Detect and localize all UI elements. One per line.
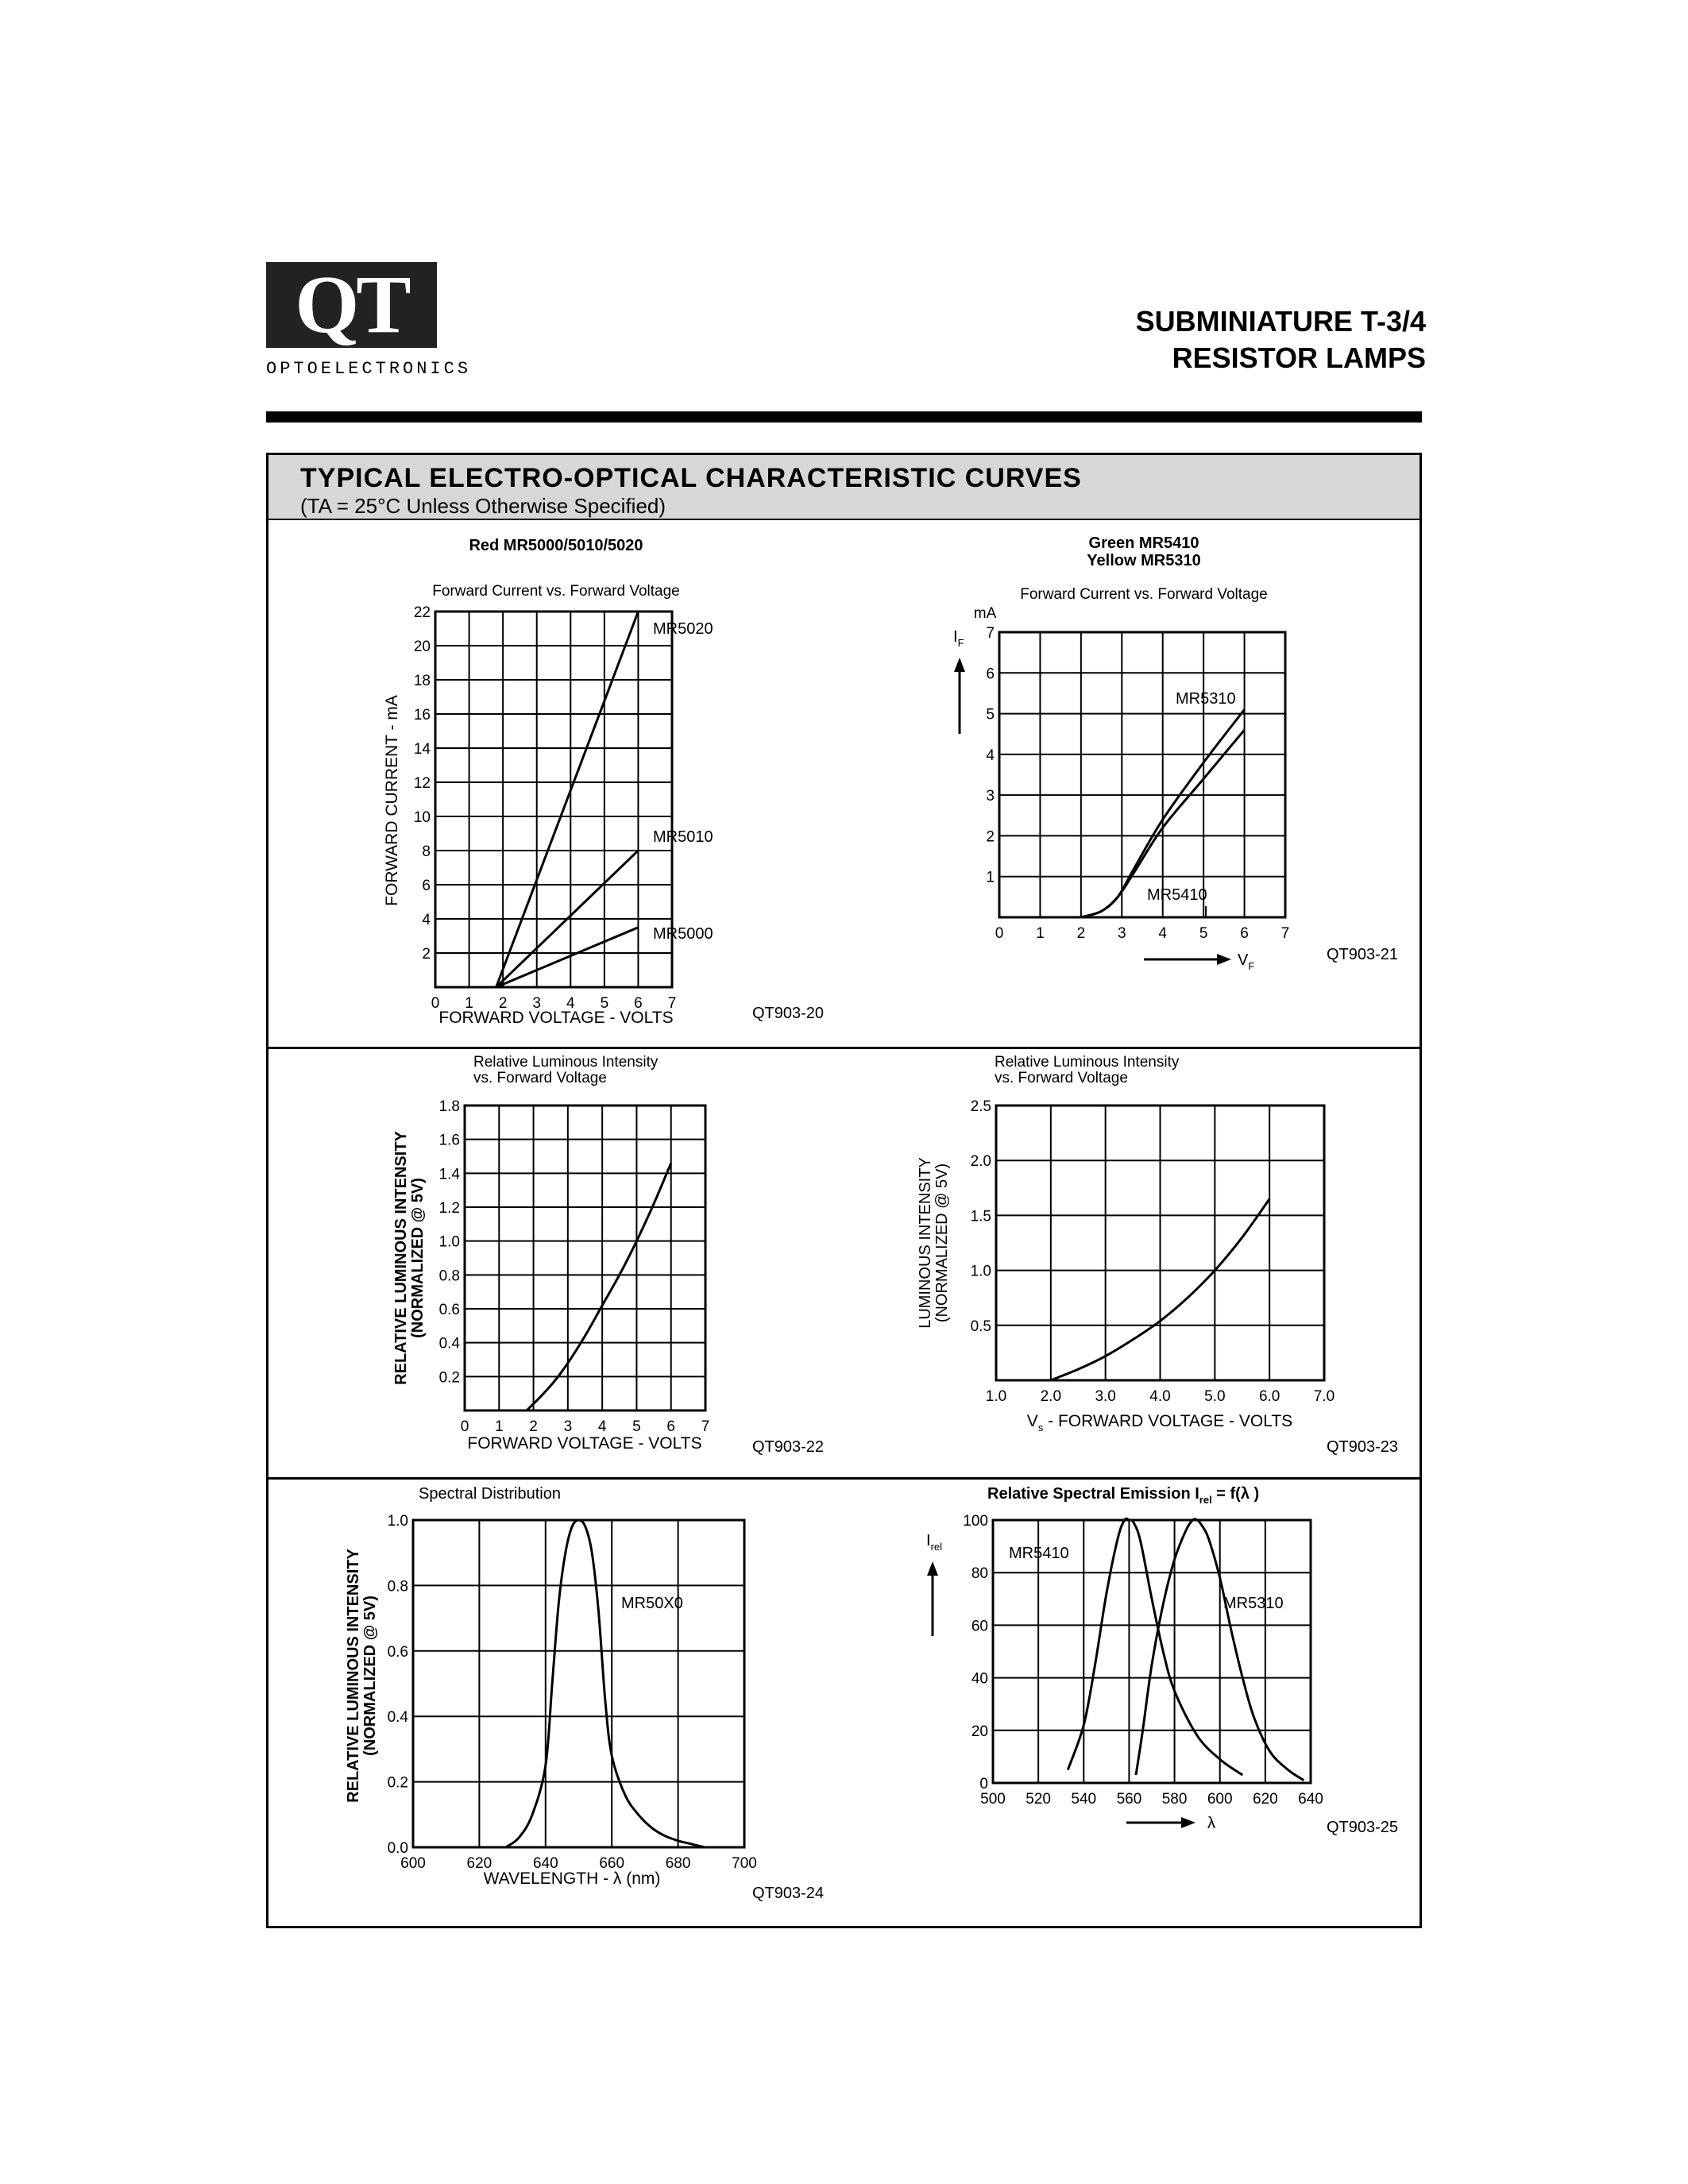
document-title-line1: SUBMINIATURE T-3/4 bbox=[1135, 305, 1426, 338]
y-tick-label: 1.0 bbox=[438, 1233, 460, 1251]
x-tick-label: 0 bbox=[431, 995, 440, 1012]
group-title: Green MR5410 bbox=[1088, 534, 1199, 552]
series-line-mr50x0 bbox=[506, 1520, 705, 1847]
y-tick-label: 5 bbox=[986, 706, 995, 723]
y-tick-label: 2 bbox=[422, 946, 431, 963]
y-tick-label: 2.0 bbox=[970, 1153, 991, 1171]
x-tick-label: 620 bbox=[466, 1855, 492, 1872]
x-axis-label: WAVELENGTH - λ (nm) bbox=[483, 1870, 661, 1888]
x-tick-label: 640 bbox=[532, 1855, 558, 1872]
y-symbol-sub: F bbox=[957, 637, 964, 649]
x-tick-label: 3.0 bbox=[1095, 1388, 1116, 1405]
section-title: TYPICAL ELECTRO-OPTICAL CHARACTERISTIC CURVES bbox=[300, 463, 1082, 493]
series-line-mr5020 bbox=[496, 612, 639, 987]
y-tick-label: 0.4 bbox=[387, 1709, 408, 1727]
chart-title: vs. Forward Voltage bbox=[473, 1070, 607, 1086]
x-tick-label: 540 bbox=[1071, 1791, 1097, 1808]
figure-code: QT903-24 bbox=[752, 1885, 825, 1902]
x-tick-label: 4 bbox=[597, 1418, 607, 1435]
figure-code: QT903-20 bbox=[752, 1005, 825, 1022]
y-tick-label: 2 bbox=[986, 828, 995, 846]
y-tick-label: 7 bbox=[986, 625, 995, 642]
chart-title bbox=[987, 1485, 1259, 1506]
y-tick-label: 16 bbox=[413, 707, 431, 723]
y-tick-label: 1.2 bbox=[438, 1200, 460, 1217]
x-tick-label: 2 bbox=[1076, 925, 1086, 942]
chart-title-suffix: = f(λ ) bbox=[1211, 1485, 1260, 1503]
x-tick-label: 1 bbox=[465, 995, 473, 1012]
x-axis-label bbox=[1027, 1412, 1292, 1433]
x-axis-arrowhead bbox=[1217, 954, 1231, 965]
y-tick-label: 8 bbox=[422, 843, 431, 860]
chart-6 bbox=[927, 1513, 1323, 1828]
x-tick-label: 7.0 bbox=[1313, 1388, 1335, 1405]
series-label: MR5410 bbox=[1009, 1545, 1069, 1562]
x-axis-label: FORWARD VOLTAGE - VOLTS bbox=[438, 1009, 674, 1027]
x-tick-label: 600 bbox=[1207, 1791, 1233, 1808]
y-tick-label: 1.6 bbox=[438, 1132, 460, 1149]
x-symbol-label bbox=[1238, 951, 1254, 972]
x-tick-label: 0 bbox=[460, 1418, 469, 1435]
x-tick-label: 1 bbox=[494, 1418, 504, 1435]
x-tick-label: 660 bbox=[599, 1855, 625, 1872]
x-tick-label: 6 bbox=[666, 1418, 676, 1435]
y-symbol-sub: rel bbox=[930, 1541, 943, 1553]
x-symbol-sub: F bbox=[1248, 960, 1255, 972]
x-tick-label: 2.0 bbox=[1040, 1388, 1062, 1405]
y-tick-label: 3 bbox=[986, 788, 995, 805]
y-axis-label: RELATIVE LUMINOUS INTENSITY bbox=[345, 1549, 362, 1803]
y-tick-label: 4 bbox=[422, 912, 431, 928]
y-tick-label: 1.0 bbox=[387, 1513, 408, 1530]
x-tick-label: 500 bbox=[980, 1791, 1006, 1808]
y-tick-label: 0 bbox=[979, 1776, 988, 1792]
x-tick-label: 4 bbox=[1158, 925, 1168, 942]
chart-title: Relative Luminous Intensity bbox=[995, 1054, 1180, 1071]
figure-code: QT903-23 bbox=[1327, 1438, 1399, 1456]
chart-title: Forward Current vs. Forward Voltage bbox=[1020, 586, 1268, 603]
chart-title-prefix: Relative Spectral Emission bbox=[987, 1485, 1196, 1503]
x-symbol-label: λ bbox=[1207, 1815, 1215, 1832]
x-tick-label: 1.0 bbox=[985, 1388, 1007, 1405]
y-tick-label: 1.4 bbox=[438, 1166, 460, 1183]
group-title: Red MR5000/5010/5020 bbox=[469, 537, 643, 554]
y-tick-label: 100 bbox=[963, 1513, 988, 1530]
y-symbol: I bbox=[953, 628, 958, 646]
series-label: MR5310 bbox=[1223, 1595, 1284, 1612]
y-tick-label: 0.2 bbox=[387, 1774, 408, 1792]
x-tick-label: 7 bbox=[1280, 925, 1290, 942]
y-tick-label: 0.2 bbox=[438, 1369, 460, 1387]
section-subtitle: (TA = 25°C Unless Otherwise Specified) bbox=[300, 494, 666, 518]
x-tick-label: 600 bbox=[400, 1855, 426, 1872]
x-tick-label: 7 bbox=[701, 1418, 710, 1435]
x-tick-label: 680 bbox=[665, 1855, 691, 1872]
x-tick-label: 2 bbox=[529, 1418, 538, 1435]
y-tick-label: 0.6 bbox=[387, 1643, 408, 1661]
x-tick-label: 7 bbox=[667, 995, 677, 1012]
x-tick-label: 5 bbox=[1199, 925, 1208, 942]
y-symbol-label bbox=[926, 1532, 942, 1553]
chart-title: Relative Luminous Intensity bbox=[473, 1054, 659, 1071]
x-axis-arrowhead bbox=[1181, 1817, 1196, 1828]
y-symbol-label bbox=[953, 628, 964, 649]
y-tick-label: 10 bbox=[413, 809, 431, 826]
y-tick-label: 12 bbox=[413, 775, 431, 792]
y-unit-label: mA bbox=[973, 605, 997, 622]
x-tick-label: 520 bbox=[1026, 1791, 1051, 1808]
series-label: MR5000 bbox=[653, 925, 713, 943]
x-tick-label: 4 bbox=[566, 995, 575, 1012]
document-title-line2: RESISTOR LAMPS bbox=[1172, 341, 1426, 374]
figure-code: QT903-25 bbox=[1327, 1819, 1399, 1836]
chart-title-symbol: I bbox=[1195, 1485, 1199, 1503]
y-tick-label: 40 bbox=[971, 1670, 988, 1688]
y-axis-arrowhead bbox=[954, 658, 965, 672]
x-tick-label: 5.0 bbox=[1204, 1388, 1226, 1405]
y-symbol: I bbox=[926, 1532, 931, 1549]
x-tick-label: 6 bbox=[1240, 925, 1249, 942]
x-tick-label: 640 bbox=[1298, 1791, 1323, 1808]
y-tick-label: 14 bbox=[413, 741, 431, 758]
y-tick-label: 1 bbox=[986, 869, 995, 886]
x-tick-label: 580 bbox=[1161, 1791, 1188, 1808]
series-line bbox=[527, 1163, 671, 1410]
y-tick-label: 20 bbox=[971, 1723, 988, 1740]
x-axis-label-symbol: V bbox=[1026, 1412, 1038, 1430]
chart-title-symbol-sub: rel bbox=[1199, 1494, 1212, 1506]
x-tick-label: 5 bbox=[632, 1418, 641, 1435]
figure-code: QT903-21 bbox=[1327, 946, 1399, 963]
x-axis-label-sub: s bbox=[1037, 1422, 1044, 1433]
y-tick-label: 22 bbox=[413, 604, 431, 621]
y-tick-label: 0.8 bbox=[387, 1578, 408, 1596]
y-axis-label: (NORMALIZED @ 5V) bbox=[933, 1163, 951, 1323]
y-tick-label: 20 bbox=[413, 639, 431, 655]
plot-border bbox=[465, 1106, 705, 1410]
x-axis-label: FORWARD VOLTAGE - VOLTS bbox=[467, 1434, 702, 1453]
y-tick-label: 4 bbox=[986, 747, 995, 764]
y-tick-label: 0.4 bbox=[438, 1335, 460, 1352]
chart-1 bbox=[414, 604, 676, 1012]
y-tick-label: 1.5 bbox=[970, 1208, 991, 1225]
x-tick-label: 1 bbox=[1036, 925, 1045, 942]
chart-5 bbox=[388, 1513, 757, 1872]
x-tick-label: 2 bbox=[498, 995, 508, 1012]
x-tick-label: 0 bbox=[995, 925, 1004, 942]
y-tick-label: 1.8 bbox=[438, 1098, 460, 1115]
x-tick-label: 560 bbox=[1116, 1791, 1142, 1808]
y-tick-label: 6 bbox=[422, 878, 431, 894]
series-line-mr5000 bbox=[496, 928, 639, 987]
y-axis-arrowhead bbox=[927, 1561, 938, 1576]
x-tick-label: 6 bbox=[634, 995, 643, 1012]
y-tick-label: 1.0 bbox=[970, 1263, 991, 1280]
y-tick-label: 80 bbox=[971, 1565, 988, 1583]
y-axis-label: (NORMALIZED @ 5V) bbox=[409, 1178, 427, 1338]
group-title: Yellow MR5310 bbox=[1087, 552, 1201, 569]
x-tick-label: 5 bbox=[600, 995, 609, 1012]
series-label: MR5020 bbox=[653, 620, 713, 638]
y-tick-label: 0.0 bbox=[387, 1840, 408, 1857]
y-axis-label: FORWARD CURRENT - mA bbox=[383, 695, 401, 906]
x-tick-label: 3 bbox=[563, 1418, 573, 1435]
x-symbol: V bbox=[1238, 951, 1249, 969]
x-tick-label: 6.0 bbox=[1258, 1388, 1280, 1405]
plot-border bbox=[413, 1520, 744, 1847]
chart-3 bbox=[439, 1098, 710, 1435]
y-tick-label: 0.5 bbox=[970, 1318, 991, 1335]
y-tick-label: 2.5 bbox=[970, 1098, 991, 1115]
series-label: MR5410 bbox=[1147, 886, 1207, 904]
y-axis-label: LUMINOUS INTENSITY bbox=[917, 1157, 934, 1329]
x-axis-label-text: - FORWARD VOLTAGE - VOLTS bbox=[1043, 1412, 1293, 1430]
series-label: MR5310 bbox=[1176, 690, 1236, 708]
series-label: MR50X0 bbox=[621, 1595, 683, 1612]
plot-border bbox=[999, 632, 1285, 917]
chart-title: vs. Forward Voltage bbox=[995, 1070, 1128, 1086]
logo-subtext: OPTOELECTRONICS bbox=[266, 359, 472, 379]
chart-title: Forward Current vs. Forward Voltage bbox=[432, 583, 680, 600]
chart-title: Spectral Distribution bbox=[419, 1485, 561, 1503]
x-tick-label: 3 bbox=[532, 995, 542, 1012]
x-tick-label: 3 bbox=[1117, 925, 1126, 942]
chart-2 bbox=[954, 625, 1289, 965]
y-tick-label: 6 bbox=[986, 666, 995, 683]
y-tick-label: 0.8 bbox=[438, 1268, 460, 1285]
figure-code: QT903-22 bbox=[752, 1438, 825, 1456]
y-tick-label: 18 bbox=[413, 673, 431, 689]
series-label: MR5010 bbox=[653, 828, 713, 846]
logo-letters: QT bbox=[295, 259, 408, 350]
x-tick-label: 4.0 bbox=[1149, 1388, 1171, 1405]
x-tick-label: 620 bbox=[1253, 1791, 1278, 1808]
y-axis-label: (NORMALIZED @ 5V) bbox=[361, 1596, 379, 1756]
y-axis-label: RELATIVE LUMINOUS INTENSITY bbox=[392, 1131, 410, 1385]
chart-4 bbox=[971, 1098, 1335, 1405]
y-tick-label: 60 bbox=[971, 1618, 988, 1635]
y-tick-label: 0.6 bbox=[438, 1302, 460, 1318]
x-tick-label: 700 bbox=[732, 1855, 757, 1872]
